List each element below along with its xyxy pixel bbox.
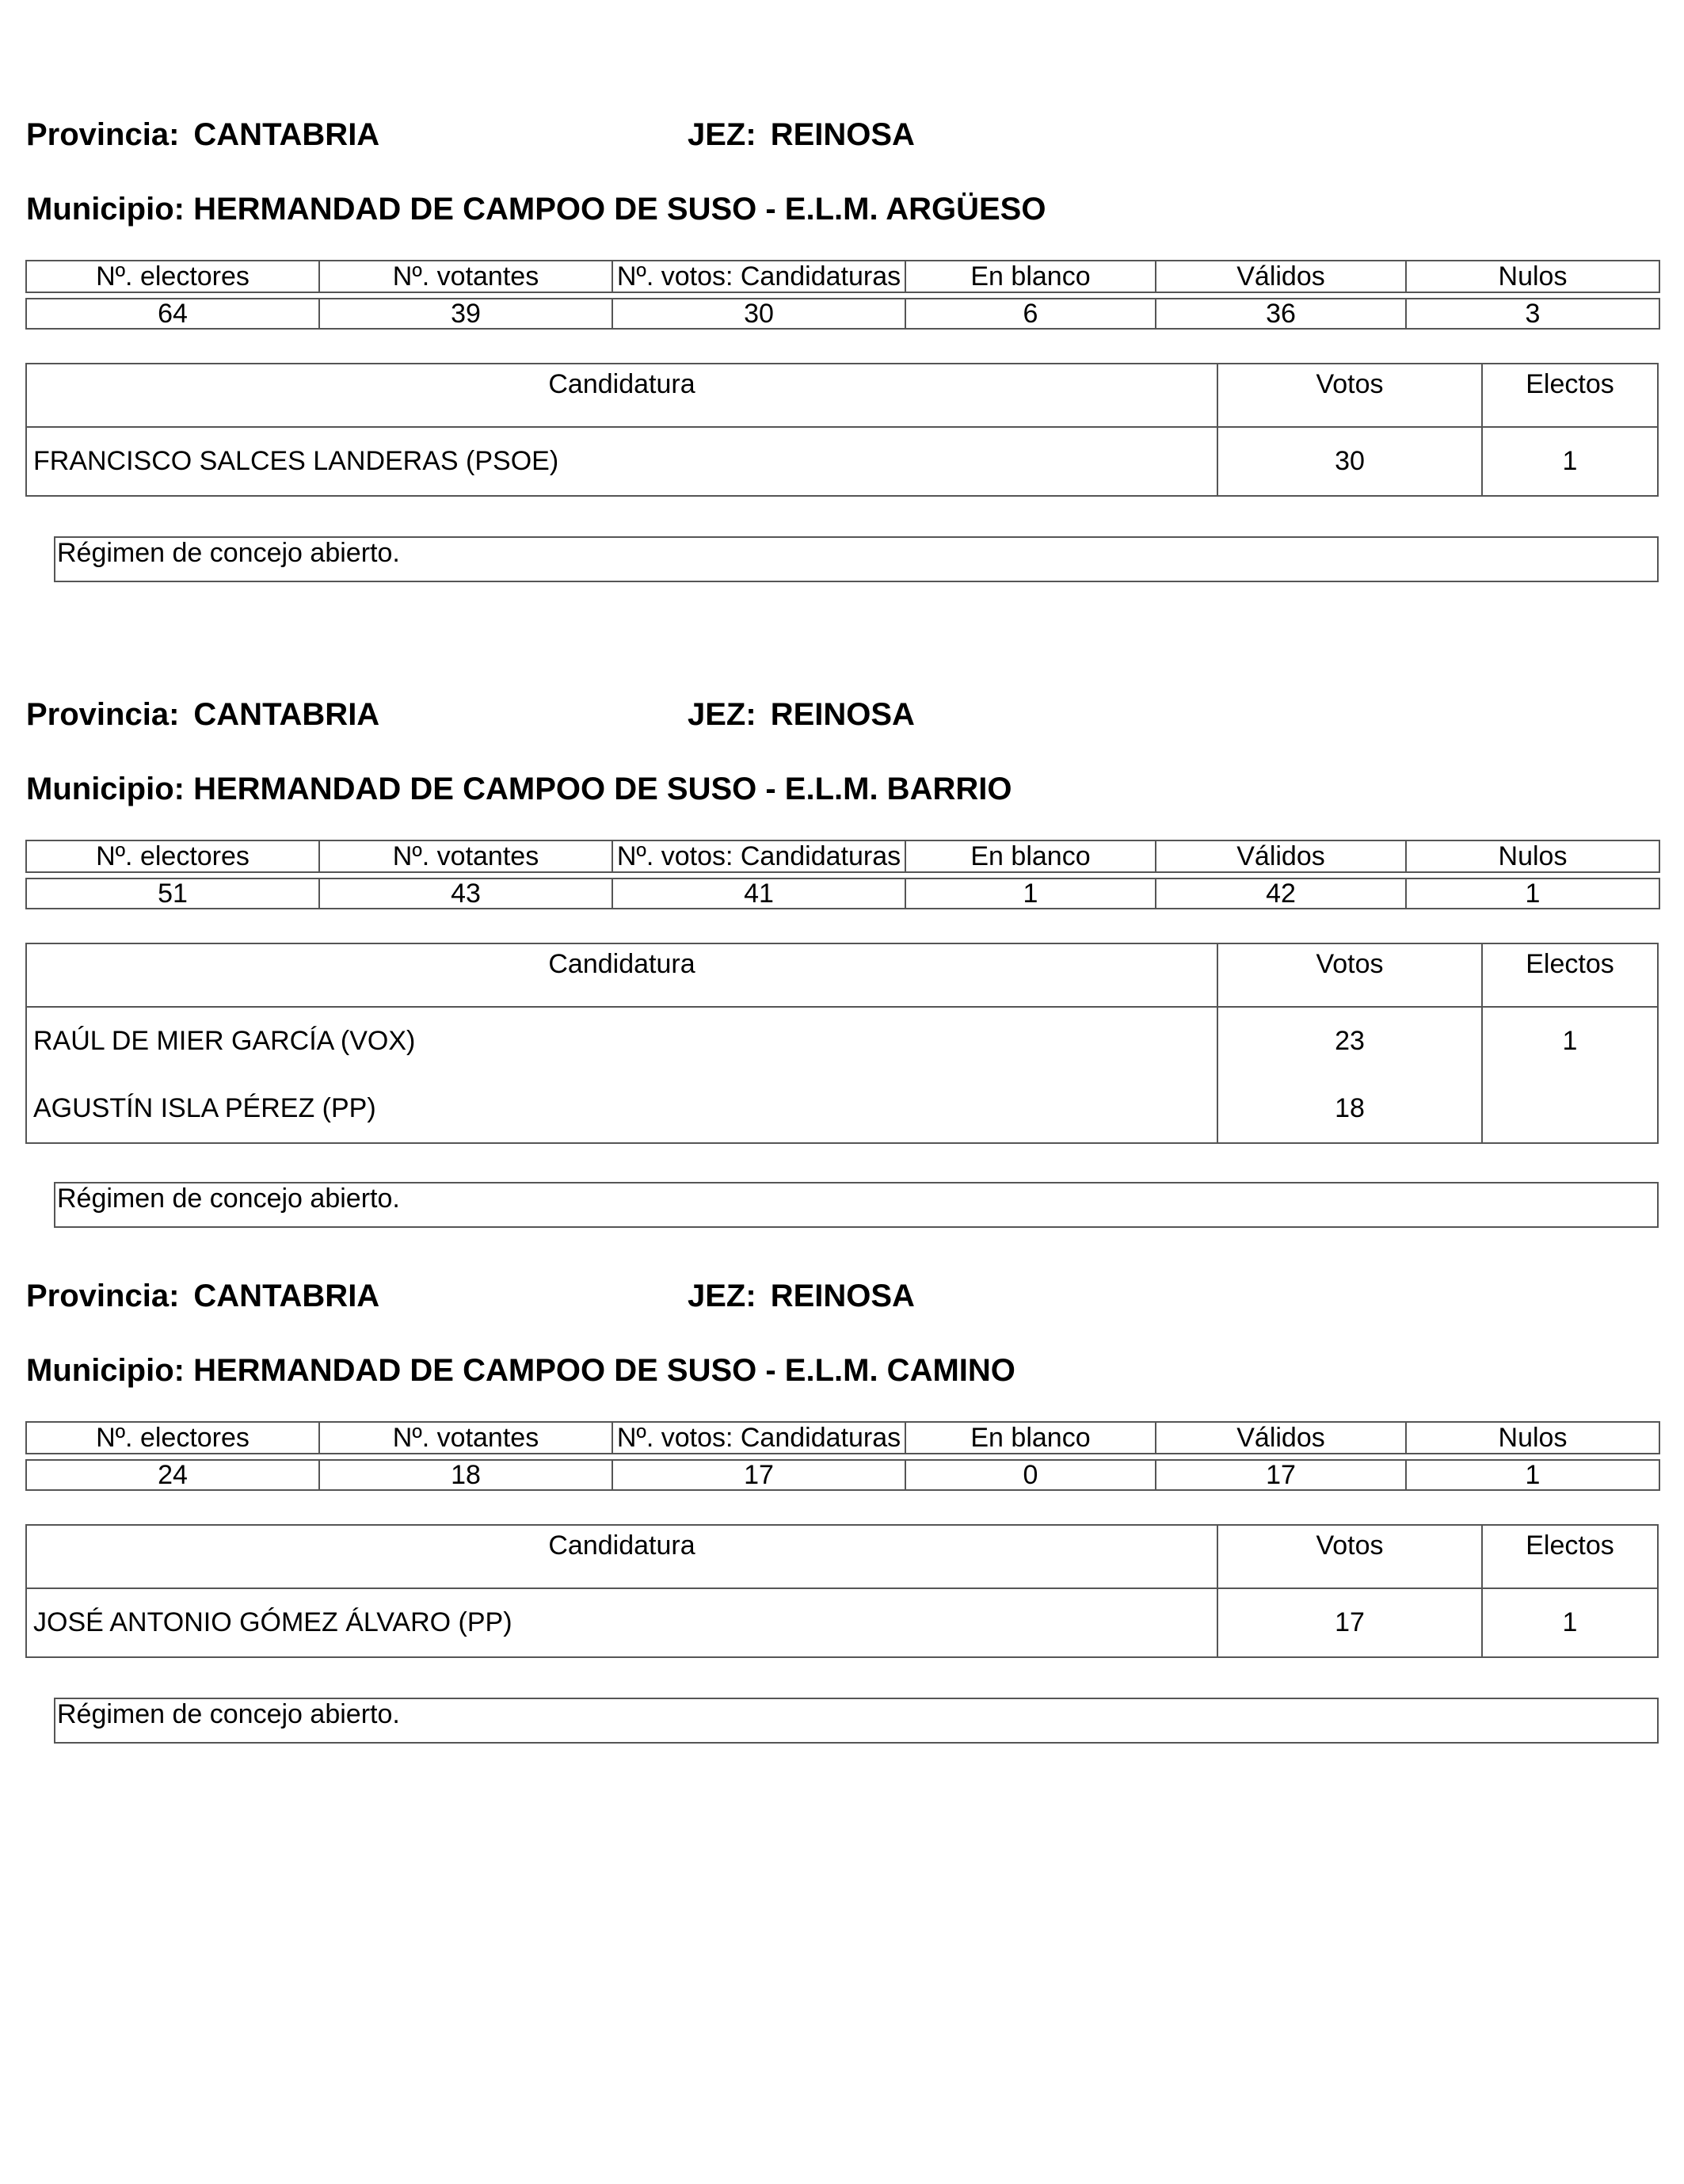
electos-header: Electos: [1526, 369, 1614, 399]
stats-value: 17: [1156, 1460, 1406, 1490]
stats-value: 1: [1406, 1460, 1659, 1490]
candidate-name: AGUSTÍN ISLA PÉREZ (PP): [33, 1093, 376, 1123]
stats-value: 18: [319, 1460, 612, 1490]
stats-header: Nulos: [1406, 261, 1659, 292]
stats-header: Nº. electores: [26, 840, 319, 872]
stats-header: Nº. votos: Candidaturas: [612, 840, 905, 872]
jez-header: JEZ: REINOSA: [688, 697, 915, 732]
candidate-electos: [1483, 1075, 1657, 1142]
votos-header: Votos: [1218, 364, 1483, 426]
election-section-barrio: [0, 580, 1684, 1245]
stats-value: 0: [905, 1460, 1156, 1490]
stats-header: En blanco: [905, 1422, 1156, 1454]
election-section-camino: [0, 1161, 1684, 1729]
municipio-header: Municipio: HERMANDAD DE CAMPOO DE SUSO - E.L.M. CAMINO: [26, 1353, 1015, 1388]
stats-value: 51: [26, 879, 319, 909]
votos-header: Votos: [1218, 1526, 1483, 1587]
regimen-note: Régimen de concejo abierto.: [54, 1698, 1659, 1744]
stats-value: 1: [1406, 879, 1659, 909]
stats-header: Nº. votantes: [319, 840, 612, 872]
candidatura-header: Candidatura: [27, 364, 1218, 426]
stats-value: 1: [905, 879, 1156, 909]
election-section-argueso: [0, 0, 1684, 568]
provincia-header: Provincia: CANTABRIA: [26, 117, 380, 152]
stats-header: En blanco: [905, 840, 1156, 872]
regimen-note: Régimen de concejo abierto.: [54, 1182, 1659, 1228]
candidate-electos: 1: [1562, 1026, 1578, 1056]
stats-table: [25, 840, 1660, 909]
stats-header: Nulos: [1406, 1422, 1659, 1454]
jez-header: JEZ: REINOSA: [688, 1279, 915, 1313]
votos-header: Votos: [1218, 944, 1483, 1006]
provincia-header: Provincia: CANTABRIA: [26, 1279, 380, 1313]
candidate-votos: 18: [1335, 1093, 1365, 1123]
stats-value: 41: [612, 879, 905, 909]
candidate-electos: 1: [1562, 446, 1578, 476]
stats-header: Válidos: [1156, 840, 1406, 872]
electos-header: Electos: [1526, 949, 1614, 979]
stats-header: Válidos: [1156, 1422, 1406, 1454]
regimen-note: Régimen de concejo abierto.: [54, 536, 1659, 582]
provincia-header: Provincia: CANTABRIA: [26, 697, 380, 732]
stats-value: 36: [1156, 299, 1406, 329]
municipio-header: Municipio: HERMANDAD DE CAMPOO DE SUSO - E.L.M. ARGÜESO: [26, 192, 1046, 227]
candidate-votos: 30: [1335, 446, 1365, 476]
jez-header: JEZ: REINOSA: [688, 117, 915, 152]
stats-value: 39: [319, 299, 612, 329]
stats-header: Nº. votantes: [319, 1422, 612, 1454]
stats-value: 30: [612, 299, 905, 329]
stats-header: Nº. electores: [26, 1422, 319, 1454]
candidatura-header: Candidatura: [27, 1526, 1218, 1587]
stats-value: 42: [1156, 879, 1406, 909]
stats-value: 64: [26, 299, 319, 329]
candidate-votos: 23: [1335, 1026, 1365, 1056]
candidate-name: FRANCISCO SALCES LANDERAS (PSOE): [33, 446, 559, 476]
stats-table: [25, 1421, 1660, 1491]
candidate-votos: 17: [1335, 1607, 1365, 1637]
candidate-electos: 1: [1562, 1607, 1578, 1637]
candidatura-header: Candidatura: [27, 944, 1218, 1006]
electos-header: Electos: [1526, 1530, 1614, 1561]
stats-value: 6: [905, 299, 1156, 329]
stats-value: 24: [26, 1460, 319, 1490]
municipio-header: Municipio: HERMANDAD DE CAMPOO DE SUSO - E.L.M. BARRIO: [26, 772, 1012, 806]
stats-header: Nulos: [1406, 840, 1659, 872]
stats-header: Nº. votos: Candidaturas: [612, 261, 905, 292]
stats-value: 3: [1406, 299, 1659, 329]
stats-value: 17: [612, 1460, 905, 1490]
stats-header: Válidos: [1156, 261, 1406, 292]
stats-value: 43: [319, 879, 612, 909]
stats-header: Nº. electores: [26, 261, 319, 292]
stats-header: En blanco: [905, 261, 1156, 292]
candidates-table: [25, 943, 1659, 1144]
candidates-table: [25, 363, 1659, 497]
candidate-name: RAÚL DE MIER GARCÍA (VOX): [33, 1026, 416, 1056]
stats-table: [25, 260, 1660, 330]
stats-header: Nº. votantes: [319, 261, 612, 292]
candidates-table: [25, 1524, 1659, 1658]
stats-header: Nº. votos: Candidaturas: [612, 1422, 905, 1454]
candidate-name: JOSÉ ANTONIO GÓMEZ ÁLVARO (PP): [33, 1607, 512, 1637]
